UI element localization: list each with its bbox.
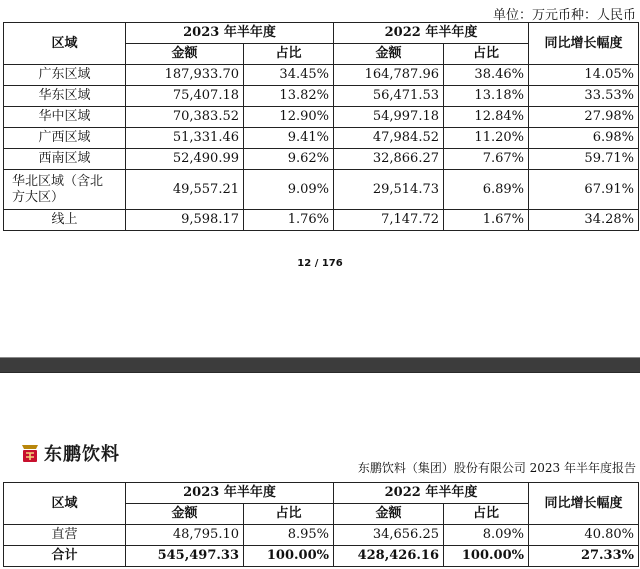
table-row — [4, 525, 639, 546]
brand-emblem-icon — [20, 442, 40, 464]
header-amount-2022: 金额 — [334, 44, 444, 65]
share-2023-cell: 9.62% — [244, 149, 334, 170]
header-2023: 2023 年半年度 — [126, 23, 334, 44]
amount-2022-cell: 34,656.25 — [334, 525, 444, 546]
header-2022: 2022 年半年度 — [334, 483, 529, 504]
share-2022-cell: 38.46% — [444, 65, 529, 86]
amount-2023-cell: 49,557.21 — [126, 170, 244, 210]
header-2022: 2022 年半年度 — [334, 23, 529, 44]
region-cell: 华中区域 — [4, 107, 126, 128]
regional-revenue-table-continued — [3, 482, 639, 567]
amount-2022-cell: 47,984.52 — [334, 128, 444, 149]
region-cell: 广西区域 — [4, 128, 126, 149]
amount-2022-cell: 56,471.53 — [334, 86, 444, 107]
share-2023-cell: 9.09% — [244, 170, 334, 210]
regional-revenue-table — [3, 22, 639, 231]
share-2022-cell: 100.00% — [444, 546, 529, 567]
share-2022-cell: 6.89% — [444, 170, 529, 210]
header-region: 区域 — [4, 483, 126, 525]
header-share-2022: 占比 — [444, 44, 529, 65]
region-cell: 合计 — [4, 546, 126, 567]
growth-cell: 14.05% — [529, 65, 639, 86]
growth-cell: 40.80% — [529, 525, 639, 546]
share-2022-cell: 7.67% — [444, 149, 529, 170]
page-separator — [0, 357, 640, 373]
region-cell: 线上 — [4, 210, 126, 231]
amount-2022-cell: 29,514.73 — [334, 170, 444, 210]
growth-cell: 6.98% — [529, 128, 639, 149]
region-cell: 华东区域 — [4, 86, 126, 107]
table-row — [4, 149, 639, 170]
amount-2022-cell: 164,787.96 — [334, 65, 444, 86]
table-row — [4, 86, 639, 107]
amount-2023-cell: 51,331.46 — [126, 128, 244, 149]
unit-note: 单位：万元币种：人民币 — [492, 8, 636, 23]
amount-2022-cell: 54,997.18 — [334, 107, 444, 128]
growth-cell: 27.98% — [529, 107, 639, 128]
region-cell: 广东区域 — [4, 65, 126, 86]
region-cell: 直营 — [4, 525, 126, 546]
share-2023-cell: 13.82% — [244, 86, 334, 107]
company-logo — [20, 440, 120, 466]
amount-2022-cell: 7,147.72 — [334, 210, 444, 231]
header-amount-2023: 金额 — [126, 504, 244, 525]
growth-cell: 27.33% — [529, 546, 639, 567]
amount-2023-cell: 48,795.10 — [126, 525, 244, 546]
share-2023-cell: 12.90% — [244, 107, 334, 128]
table-row — [4, 65, 639, 86]
header-share-2023: 占比 — [244, 504, 334, 525]
page-number: 12 / 176 — [297, 258, 343, 269]
header-growth: 同比增长幅度 — [529, 483, 639, 525]
share-2023-cell: 34.45% — [244, 65, 334, 86]
table-row — [4, 210, 639, 231]
share-2022-cell: 8.09% — [444, 525, 529, 546]
amount-2023-cell: 545,497.33 — [126, 546, 244, 567]
share-2023-cell: 9.41% — [244, 128, 334, 149]
table-row — [4, 170, 639, 210]
header-2023: 2023 年半年度 — [126, 483, 334, 504]
share-2023-cell: 1.76% — [244, 210, 334, 231]
share-2022-cell: 1.67% — [444, 210, 529, 231]
region-line-2: 方大区） — [12, 189, 65, 205]
amount-2023-cell: 187,933.70 — [126, 65, 244, 86]
header-amount-2022: 金额 — [334, 504, 444, 525]
share-2022-cell: 13.18% — [444, 86, 529, 107]
growth-cell: 67.91% — [529, 170, 639, 210]
report-header: 东鹏饮料（集团）股份有限公司 2023 年半年度报告 — [357, 461, 636, 475]
header-share-2023: 占比 — [244, 44, 334, 65]
region-cell: 西南区域 — [4, 149, 126, 170]
amount-2022-cell: 428,426.16 — [334, 546, 444, 567]
region-line-1: 华北区域（含北 — [12, 173, 104, 189]
logo-text: 东鹏饮料 — [44, 444, 120, 465]
header-growth: 同比增长幅度 — [529, 23, 639, 65]
amount-2023-cell: 52,490.99 — [126, 149, 244, 170]
share-2023-cell: 8.95% — [244, 525, 334, 546]
amount-2023-cell: 9,598.17 — [126, 210, 244, 231]
header-amount-2023: 金额 — [126, 44, 244, 65]
table-row — [4, 128, 639, 149]
share-2022-cell: 11.20% — [444, 128, 529, 149]
header-region: 区域 — [4, 23, 126, 65]
growth-cell: 34.28% — [529, 210, 639, 231]
growth-cell: 59.71% — [529, 149, 639, 170]
amount-2023-cell: 75,407.18 — [126, 86, 244, 107]
region-cell — [4, 170, 126, 210]
growth-cell: 33.53% — [529, 86, 639, 107]
share-2023-cell: 100.00% — [244, 546, 334, 567]
amount-2023-cell: 70,383.52 — [126, 107, 244, 128]
amount-2022-cell: 32,866.27 — [334, 149, 444, 170]
table-row — [4, 107, 639, 128]
share-2022-cell: 12.84% — [444, 107, 529, 128]
table-total-row — [4, 546, 639, 567]
header-share-2022: 占比 — [444, 504, 529, 525]
